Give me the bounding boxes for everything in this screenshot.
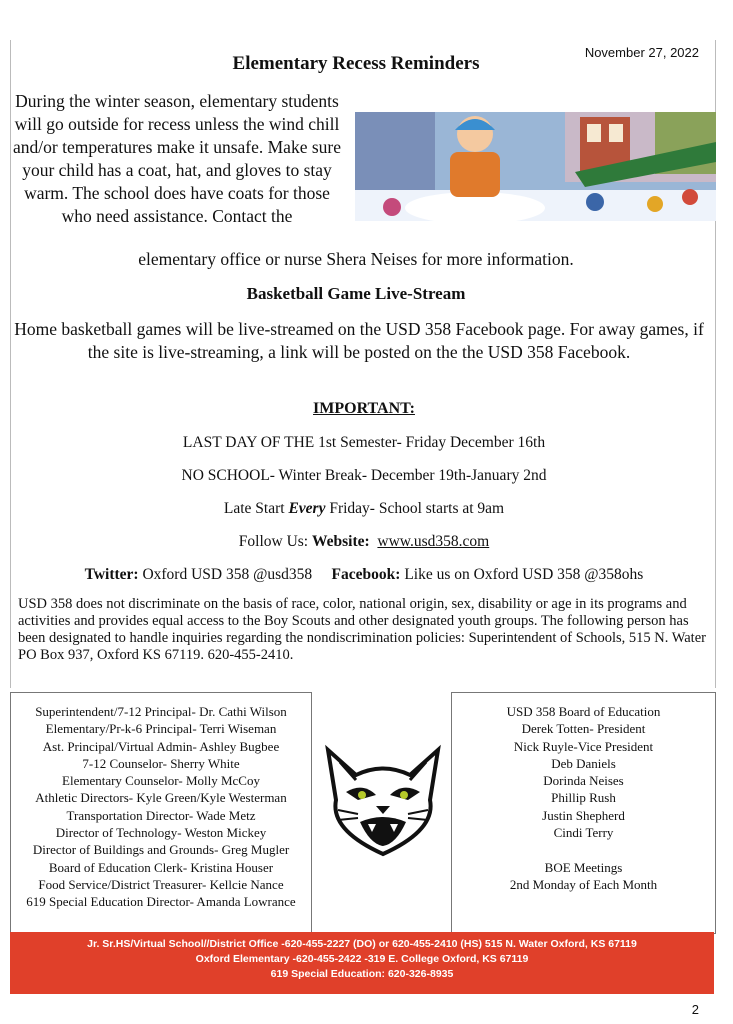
board-item: Derek Totten- President xyxy=(521,721,646,737)
twitter-label: Twitter: xyxy=(84,566,139,583)
website-label: Website: xyxy=(311,533,370,550)
recess-heading: Elementary Recess Reminders xyxy=(232,53,480,74)
newsletter-date: November 27, 2022 xyxy=(584,45,699,60)
staff-item: Superintendent/7-12 Principal- Dr. Cathi Wilson xyxy=(35,704,287,719)
late-start-suffix: Friday- School starts at 9am xyxy=(325,500,505,517)
board-item: Dorinda Neises xyxy=(543,773,624,789)
board-item: USD 358 Board of Education xyxy=(506,704,661,719)
staff-item: Food Service/District Treasurer- Kellcie Nance xyxy=(38,876,284,892)
footer-line-elementary: Oxford Elementary -620-455-2422 -319 E. College Oxford, KS 67119 xyxy=(195,953,529,965)
important-heading: IMPORTANT: xyxy=(313,400,415,417)
late-start-emphasis: Every xyxy=(288,500,326,517)
winter-recess-illustration xyxy=(355,112,716,221)
board-item: Justin Shepherd xyxy=(542,807,625,823)
website-link[interactable]: www.usd358.com xyxy=(377,533,490,550)
board-item: Phillip Rush xyxy=(551,790,616,806)
staff-item: Ast. Principal/Virtual Admin- Ashley Bugbee xyxy=(42,738,280,754)
board-item: Deb Daniels xyxy=(551,755,616,771)
board-of-education xyxy=(451,692,716,934)
board-item: Cindi Terry xyxy=(553,825,614,841)
facebook-label: Facebook: xyxy=(331,566,401,583)
page-number: 2 xyxy=(691,1002,699,1017)
board-item: 2nd Monday of Each Month xyxy=(509,876,658,892)
important-late-start-line xyxy=(0,500,728,518)
staff-item: Director of Buildings and Grounds- Greg Mugler xyxy=(32,842,290,858)
board-item: BOE Meetings xyxy=(544,859,623,875)
staff-item: Director of Technology- Weston Mickey xyxy=(55,825,267,841)
basketball-body: Home basketball games will be live-streamed on the USD 358 Facebook page. For away games, if the site is live-streaming, a link will be posted on the the USD 358 Facebook. xyxy=(14,319,704,362)
facebook-value: Like us on Oxford USD 358 @358ohs xyxy=(400,566,644,583)
contact-footer xyxy=(10,932,714,994)
staff-item: Elementary/Pr-k-6 Principal- Terri Wiseman xyxy=(45,721,277,737)
footer-line-district: Jr. Sr.HS/Virtual School//District Office -620-455-2227 (DO) or 620-455-2410 (HS) 515 N. Water Oxford, KS 67119 xyxy=(87,938,637,950)
staff-item: 619 Special Education Director- Amanda Lowrance xyxy=(26,894,296,910)
nondiscrimination-notice: USD 358 does not discriminate on the basis of race, color, national origin, sex, disability or age in its programs and activities and provides equal access to the Boy Scouts and other designated youth groups. The following person has been designated to handle inquiries regarding the nondiscrimination policies: Superintendent of Schools, 515 N. Water PO Box 937, Oxford KS 67119. 620-455-2410. xyxy=(18,596,706,663)
recess-body-tail: elementary office or nurse Shera Neises for more information. xyxy=(138,249,574,269)
twitter-value: Oxford USD 358 @usd358 xyxy=(138,566,313,583)
important-semester-line: LAST DAY OF THE 1st Semester- Friday December 16th xyxy=(182,434,546,451)
footer-line-special-ed: 619 Special Education: 620-326-8935 xyxy=(270,968,454,980)
recess-body: During the winter season, elementary students will go outside for recess unless the wind chill and/or temperatures make it unsafe. Make sure your child has a coat, hat, and gloves to stay warm. The school does have coats for those who need assistance. Contact the xyxy=(13,91,341,226)
staff-item: Board of Education Clerk- Kristina Houser xyxy=(48,859,274,875)
staff-item: Elementary Counselor- Molly McCoy xyxy=(62,773,260,789)
social-line xyxy=(0,566,728,584)
basketball-heading: Basketball Game Live-Stream xyxy=(246,284,466,303)
board-item: Nick Ruyle-Vice President xyxy=(513,738,654,754)
follow-us-line xyxy=(0,533,728,551)
staff-item: 7-12 Counselor- Sherry White xyxy=(82,755,240,771)
late-start-prefix: Late Start xyxy=(223,500,289,517)
wildcat-mascot-logo xyxy=(318,740,448,858)
staff-directory xyxy=(10,692,312,934)
staff-item: Athletic Directors- Kyle Green/Kyle Westerman xyxy=(35,790,287,806)
staff-item: Transportation Director- Wade Metz xyxy=(66,807,256,823)
important-winter-break-line: NO SCHOOL- Winter Break- December 19th-January 2nd xyxy=(181,467,547,484)
board-spacer xyxy=(452,841,715,858)
follow-us-prefix: Follow Us: xyxy=(238,533,312,550)
